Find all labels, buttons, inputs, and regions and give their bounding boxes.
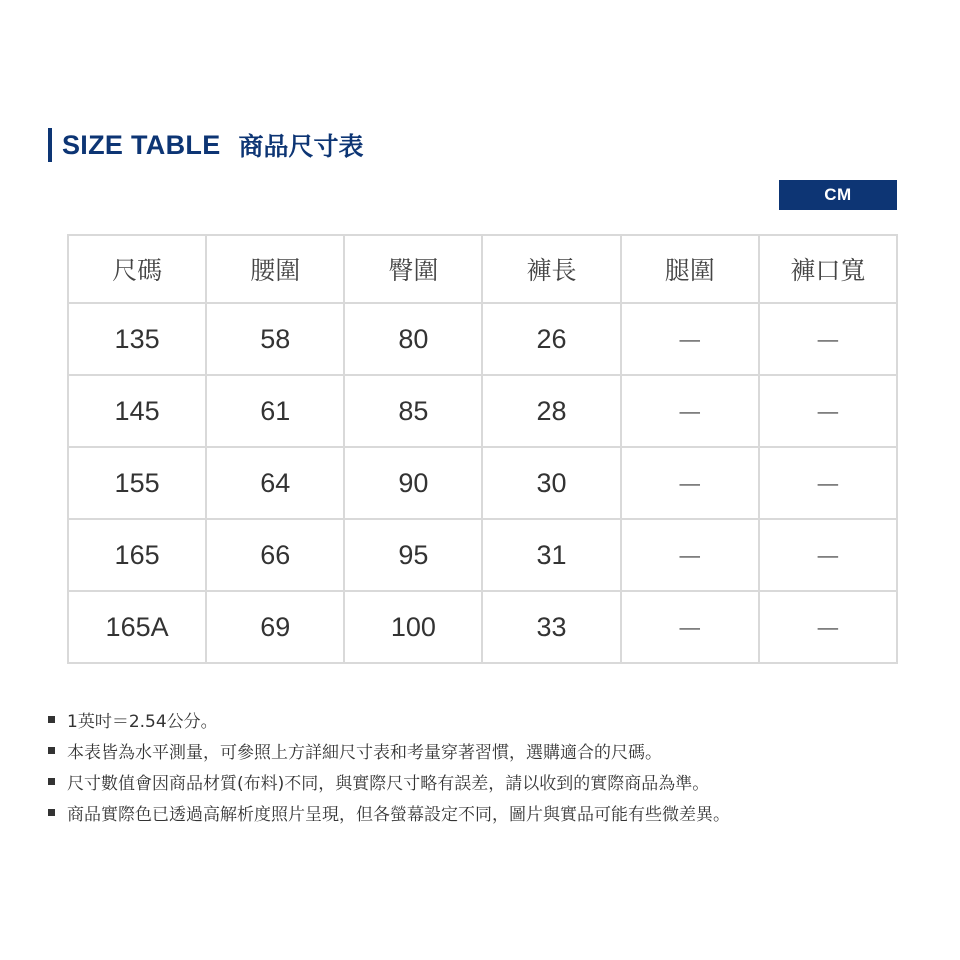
size-table xyxy=(67,234,898,664)
bullet-icon xyxy=(48,778,55,785)
table-cell: － xyxy=(621,375,759,447)
table-cell: 135 xyxy=(68,303,206,375)
table-cell: － xyxy=(759,303,897,375)
header-hem-width: 褲口寬 xyxy=(759,235,897,303)
table-cell: 66 xyxy=(206,519,344,591)
table-cell: 155 xyxy=(68,447,206,519)
notes-list xyxy=(48,704,730,828)
table-row xyxy=(68,375,897,447)
table-row xyxy=(68,519,897,591)
table-cell: － xyxy=(759,375,897,447)
note-item xyxy=(48,735,730,766)
table-cell: 95 xyxy=(344,519,482,591)
header-size: 尺碼 xyxy=(68,235,206,303)
table-row xyxy=(68,591,897,663)
title-english: SIZE TABLE xyxy=(62,129,221,160)
table-cell: 69 xyxy=(206,591,344,663)
note-text: 商品實際色已透過高解析度照片呈現，但各螢幕設定不同，圖片與實品可能有些微差異。 xyxy=(67,805,730,825)
table-row xyxy=(68,303,897,375)
table-cell: 61 xyxy=(206,375,344,447)
note-text: 尺寸數值會因商品材質(布料)不同，與實際尺寸略有誤差，請以收到的實際商品為準。 xyxy=(67,774,710,794)
unit-badge: CM xyxy=(779,180,897,210)
header-waist: 腰圍 xyxy=(206,235,344,303)
table-cell: 145 xyxy=(68,375,206,447)
bullet-icon xyxy=(48,809,55,816)
table-cell: － xyxy=(759,447,897,519)
table-cell: － xyxy=(621,591,759,663)
page-title xyxy=(48,128,364,162)
note-text: 本表皆為水平測量，可參照上方詳細尺寸表和考量穿著習慣，選購適合的尺碼。 xyxy=(67,743,662,763)
table-cell: 64 xyxy=(206,447,344,519)
title-chinese: 商品尺寸表 xyxy=(238,132,364,161)
table-cell: 30 xyxy=(482,447,620,519)
note-item xyxy=(48,797,730,828)
note-text: 1英吋＝2.54公分。 xyxy=(67,712,218,732)
header-length: 褲長 xyxy=(482,235,620,303)
note-item xyxy=(48,766,730,797)
header-hip: 臀圍 xyxy=(344,235,482,303)
table-cell: － xyxy=(621,447,759,519)
table-cell: － xyxy=(621,519,759,591)
bullet-icon xyxy=(48,716,55,723)
note-item xyxy=(48,704,730,735)
table-cell: 165A xyxy=(68,591,206,663)
table-cell: 85 xyxy=(344,375,482,447)
table-row xyxy=(68,447,897,519)
table-cell: 31 xyxy=(482,519,620,591)
table-cell: 90 xyxy=(344,447,482,519)
table-cell: 33 xyxy=(482,591,620,663)
table-cell: 26 xyxy=(482,303,620,375)
table-cell: － xyxy=(759,591,897,663)
table-cell: 165 xyxy=(68,519,206,591)
table-cell: 80 xyxy=(344,303,482,375)
header-thigh: 腿圍 xyxy=(621,235,759,303)
table-cell: 28 xyxy=(482,375,620,447)
table-header-row xyxy=(68,235,897,303)
table-cell: － xyxy=(759,519,897,591)
bullet-icon xyxy=(48,747,55,754)
table-cell: 58 xyxy=(206,303,344,375)
table-cell: － xyxy=(621,303,759,375)
table-cell: 100 xyxy=(344,591,482,663)
